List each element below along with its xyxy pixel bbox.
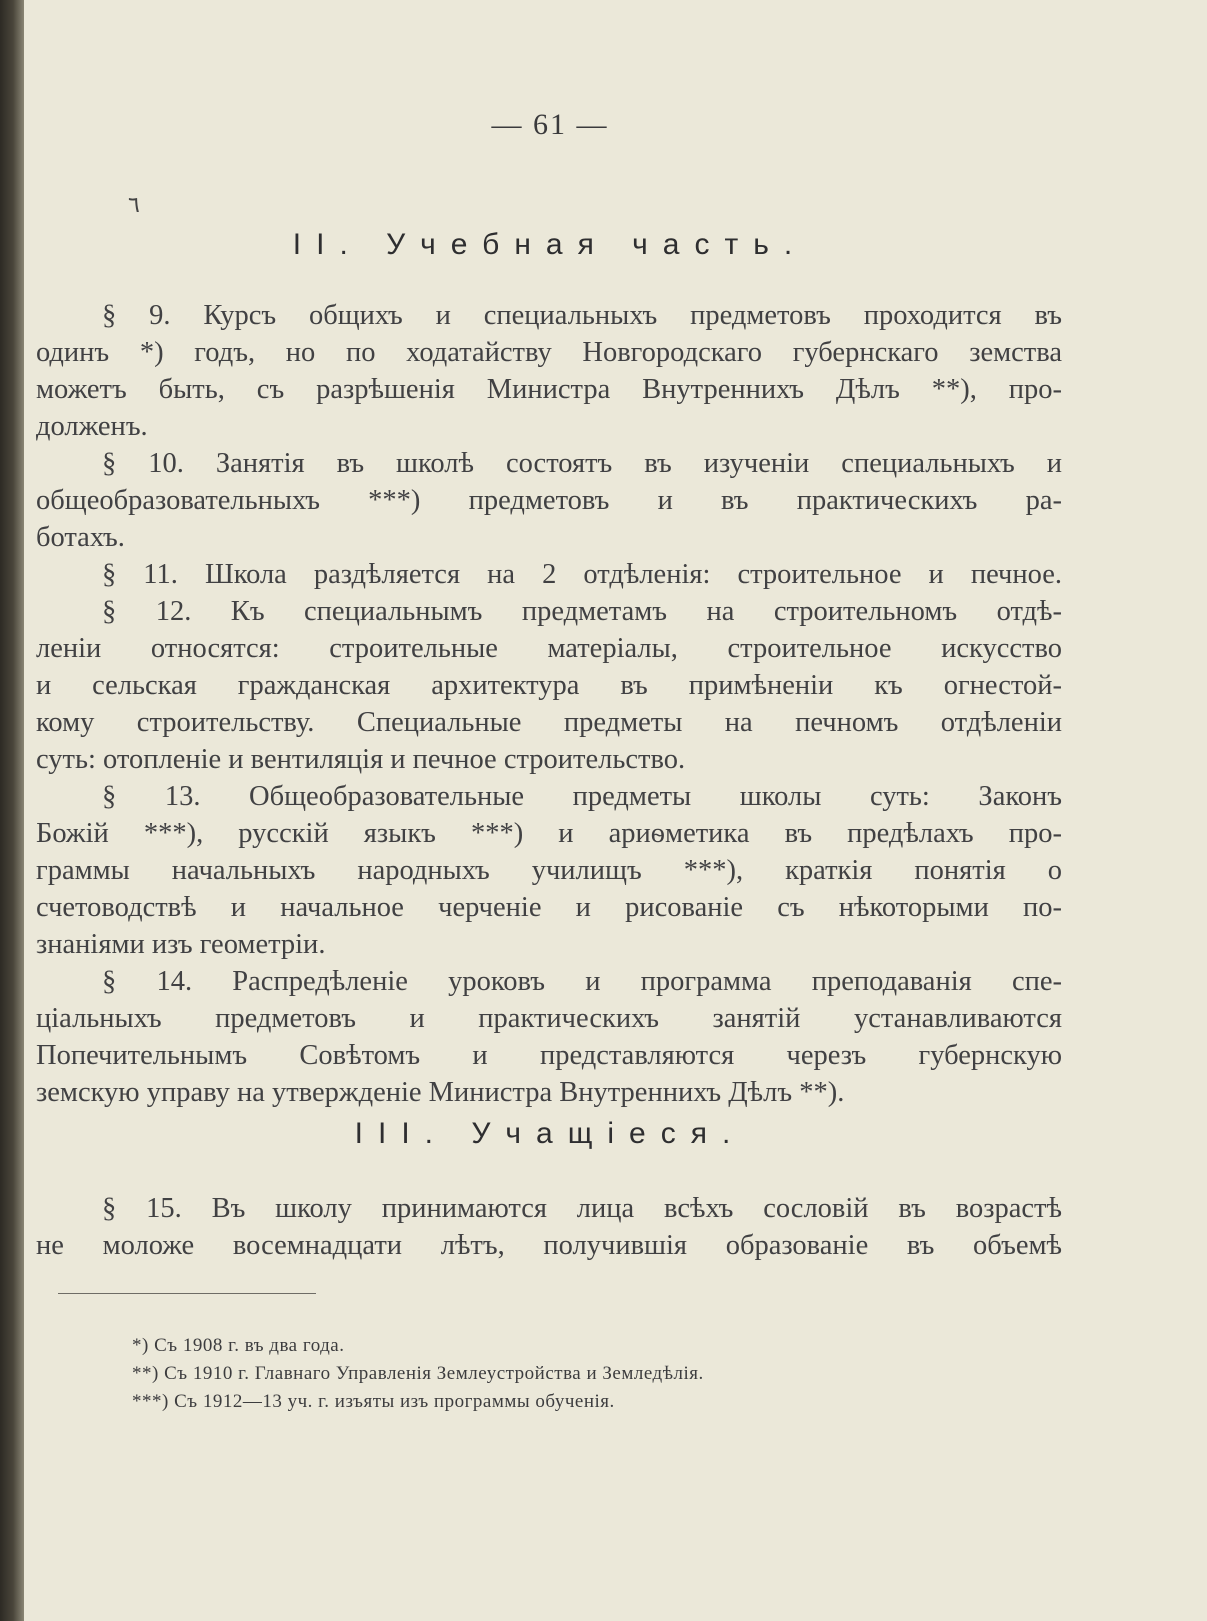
text-line: леніи относятся: строительные матеріалы, строительное искусство [36, 633, 1062, 664]
text-line: Божій ***), русскій языкъ ***) и ариѳметика въ предѣлахъ про- [36, 818, 1062, 849]
margin-mark: ٦ [128, 192, 140, 217]
text-line: одинъ *) годъ, но по ходатайству Новгородскаго губернскаго земства [36, 337, 1062, 368]
text-line: Попечительнымъ Совѣтомъ и представляются черезъ губернскую [36, 1040, 1062, 1071]
section-3-body [36, 1190, 1062, 1264]
text-line: § 11. Школа раздѣляется на 2 отдѣленія: строительное и печное. [102, 559, 1062, 590]
text-line: § 13. Общеобразовательные предметы школы суть: Законъ [102, 781, 1062, 812]
footnote-separator [58, 1293, 316, 1294]
text-line: § 9. Курсъ общихъ и специальныхъ предметовъ проходится въ [102, 300, 1062, 331]
text-line: ціальныхъ предметовъ и практическихъ занятій устанавливаются [36, 1003, 1062, 1034]
text-line: общеобразовательныхъ ***) предметовъ и въ практическихъ ра- [36, 485, 1062, 516]
text-line: § 14. Распредѣленіе уроковъ и программа преподаванія спе- [102, 966, 1062, 997]
text-line: и сельская гражданская архитектура въ примѣненіи къ огнестой- [36, 670, 1062, 701]
footnote: ***) Съ 1912—13 уч. г. изъяты изъ программы обученія. [132, 1391, 615, 1412]
section-2-heading: II. Учебная часть. [292, 228, 808, 261]
text-line: долженъ. [36, 411, 148, 442]
text-line: граммы начальныхъ народныхъ училищъ ***), краткія понятія о [36, 855, 1062, 886]
text-line: не моложе восемнадцати лѣтъ, получившія образованіе въ объемѣ [36, 1230, 1062, 1261]
text-line: можетъ быть, съ разрѣшенія Министра Внутреннихъ Дѣлъ **), про- [36, 374, 1062, 405]
text-line: суть: отопленіе и вентиляція и печное строительство. [36, 744, 686, 775]
text-line: знаніями изъ геометріи. [36, 929, 326, 960]
text-line: ботахъ. [36, 522, 125, 553]
page-number: — 61 — [491, 108, 609, 141]
text-line: § 10. Занятія въ школѣ состоятъ въ изученіи специальныхъ и [102, 448, 1062, 479]
footnotes [132, 1332, 704, 1416]
footnote: *) Съ 1908 г. въ два года. [132, 1335, 345, 1356]
text-line: кому строительству. Специальные предметы на печномъ отдѣленіи [36, 707, 1062, 738]
text-line: земскую управу на утвержденіе Министра Внутреннихъ Дѣлъ **). [36, 1077, 845, 1108]
text-line: § 12. Къ специальнымъ предметамъ на строительномъ отдѣ- [102, 596, 1062, 627]
section-2-body [36, 297, 1062, 1111]
section-3-heading: III. Учащіеся. [354, 1117, 746, 1150]
text-line: счетоводствѣ и начальное черченіе и рисованіе съ нѣкоторыми по- [36, 892, 1062, 923]
text-line: § 15. Въ школу принимаются лица всѣхъ сословій въ возрастѣ [102, 1193, 1062, 1224]
footnote: **) Съ 1910 г. Главнаго Управленія Землеустройства и Земледѣлія. [132, 1363, 704, 1384]
